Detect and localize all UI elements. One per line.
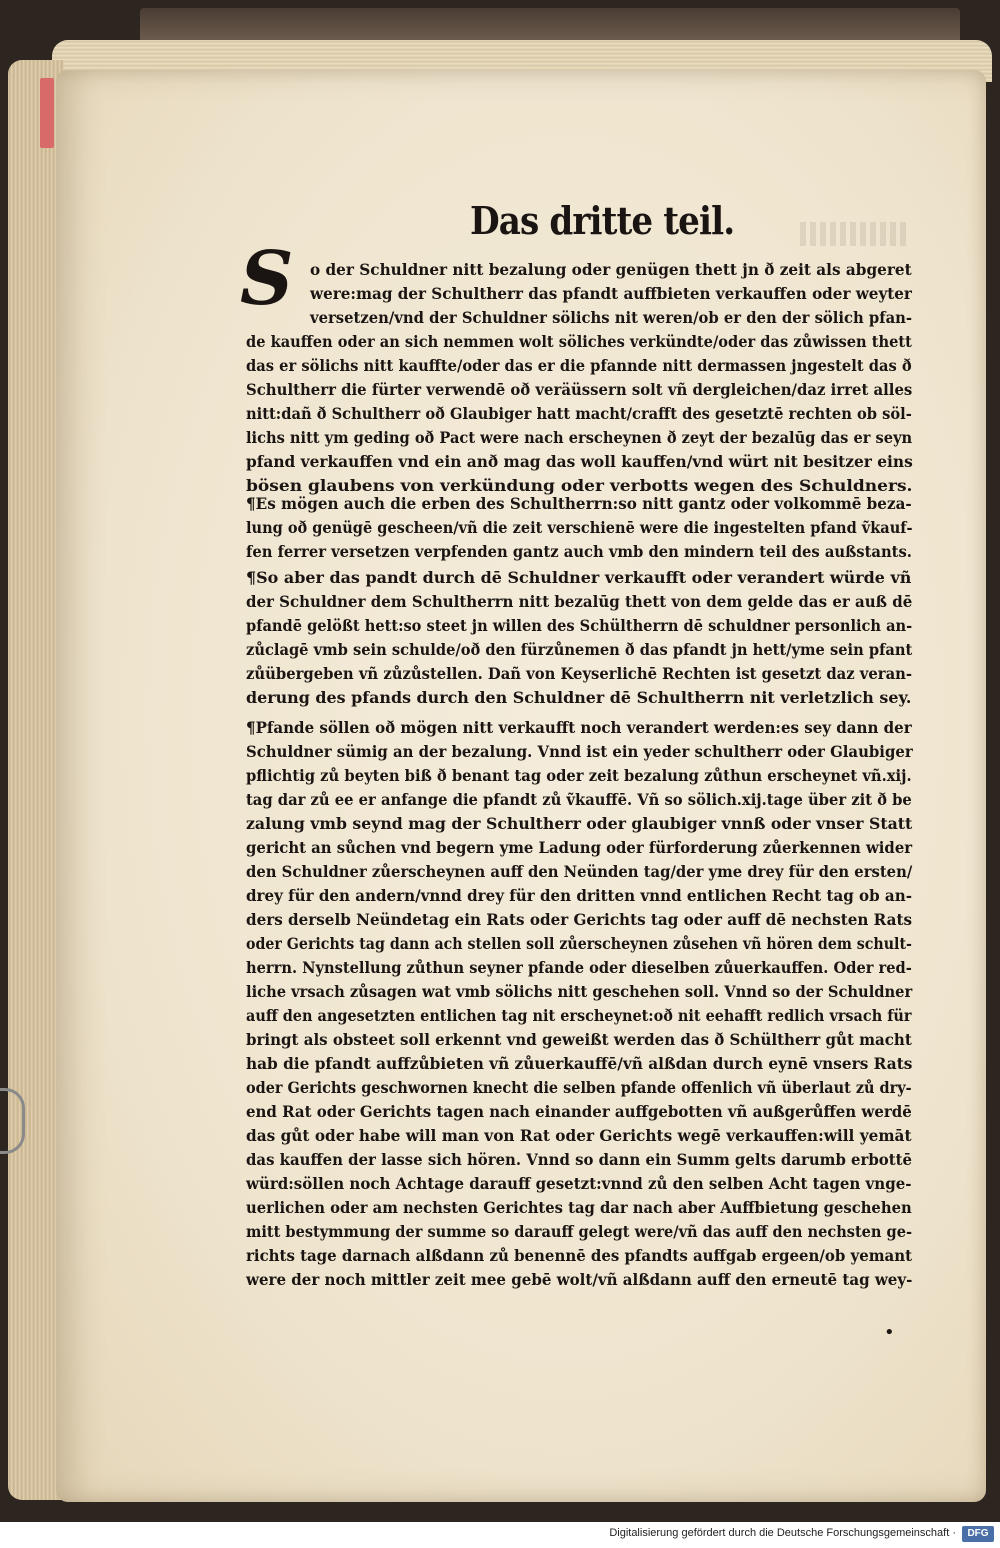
text-line: gericht an sůchen vnd begern yme Ladung oder fürforderung zůerkennen wider <box>246 838 913 857</box>
text-line: zalung vmb seynd mag der Schultherr oder glaubiger vnnß oder vnser Statt <box>246 814 913 833</box>
text-line: ¶So aber das pandt durch dē Schuldner verkaufft oder verandert würde vñ <box>246 568 912 587</box>
metal-clip <box>0 1088 25 1154</box>
text-line: auff den angesetzten entlichen tag nit erscheynet:oð nit eehafft redlich vrsach für <box>246 1006 912 1025</box>
text-line: bösen glaubens von verkündung oder verbotts wegen des Schuldners. <box>246 476 913 495</box>
text-line: lichs nitt ym geding oð Pact were nach erscheynen ð zeyt der bezalūg das er seyn <box>246 428 913 447</box>
text-line: oder Gerichts geschwornen knecht die selben pfande offenlich vñ überlaut zů dry‑ <box>246 1078 912 1097</box>
text-line: ders derselb Neündetag ein Rats oder Gerichts tag oder auff dē nechsten Rats <box>246 910 913 929</box>
text-line: mitt bestymmung der summe so darauff gelegt were/vñ das auff den nechsten ge‑ <box>246 1222 913 1241</box>
text-line: pflichtig zů beyten biß ð benant tag oder zeit bezalung zůthun erscheynet vñ.xij. <box>246 766 912 785</box>
text-line: were der noch mittler zeit mee gebē wolt/vñ alßdann auff den erneutē tag wey‑ <box>246 1270 913 1289</box>
text-line: oder Gerichts tag dann ach stellen soll zůerscheynen zůsehen vñ hören dem schult‑ <box>246 934 912 953</box>
end-mark: • <box>884 1322 895 1343</box>
text-line: versetzen/vnd der Schuldner sölichs nit weren/ob er den der sölich pfan‑ <box>310 308 913 327</box>
text-line: end Rat oder Gerichts tagen nach einander auffgebotten vñ außgerůffen werdē <box>246 1102 912 1121</box>
drop-cap-initial: S <box>240 236 294 322</box>
show-through-text <box>800 222 910 246</box>
text-line: bringt als obsteet soll erkennt vnd geweißt werden das ð Schültherr gůt macht <box>246 1030 912 1049</box>
funding-credit: Digitalisierung gefördert durch die Deutsche Forschungsgemeinschaft · <box>609 1527 956 1539</box>
text-line: zůübergeben vñ zůzůstellen. Dañ von Keyserlichē Rechten ist gesetzt daz veran‑ <box>246 664 913 683</box>
section-heading: Das dritte teil. <box>470 198 735 243</box>
text-line: lung oð genügē gescheen/vñ die zeit verschienē were die ingestelten pfand ṽkauf‑ <box>246 518 913 537</box>
text-line: den Schuldner zůerscheynen auff den Neünden tag/der yme drey für den ersten/ <box>246 862 913 881</box>
text-line: würd:söllen noch Achtage darauff gesetzt:vnnd zů den selben Acht tagen vnge‑ <box>246 1174 912 1193</box>
text-line: uerlichen oder am nechsten Gerichtes tag dar nach aber Auffbietung geschehen <box>246 1198 912 1217</box>
text-line: de kauffen oder an sich nemmen wolt söliches verkündte/oder das zůwissen thett <box>246 332 912 351</box>
text-line: das gůt oder habe will man von Rat oder Gerichts wegē verkauffen:will yemāt <box>246 1126 912 1145</box>
text-line: richts tage darnach alßdann zů benennē des pfandts auffgab ergeen/ob yemant <box>246 1246 913 1265</box>
text-line: Schuldner sümig an der bezalung. Vnnd ist ein yeder schultherr oder Glaubiger <box>246 742 913 761</box>
text-line: were:mag der Schultherr das pfandt auffbieten verkauffen oder weyter <box>310 284 912 303</box>
text-line: der Schuldner dem Schultherrn nitt bezalūg thett von dem gelde das er auß dē <box>246 592 913 611</box>
text-line: zůclagē vmb sein schulde/oð den fürzůnemen ð das pfandt jn hett/yme sein pfant <box>246 640 913 659</box>
text-line: tag dar zů ee er anfange die pfandt zů ṽkauffē. Vñ so sölich.xij.tage über zit ð be <box>246 790 912 809</box>
text-line: ¶Es mögen auch die erben des Schultherrn:so nitt gantz oder volkommē beza‑ <box>246 494 912 513</box>
text-line: drey für den andern/vnnd drey für den dritten vnnd entlichen Recht tag ob an‑ <box>246 886 912 905</box>
text-line: nitt:dañ ð Schultherr oð Glaubiger hatt macht/crafft des gesetztē rechten ob söl‑ <box>246 404 912 423</box>
dfg-logo: DFG <box>962 1526 994 1542</box>
text-line: hab die pfandt auffzůbieten vñ zůuerkauffē/vñ alßdan durch eynē vnsers Rats <box>246 1054 913 1073</box>
text-line: ¶Pfande söllen oð mögen nitt verkaufft noch verandert werden:es sey dann der <box>246 718 912 737</box>
text-line: derung des pfands durch den Schuldner dē Schultherrn nit verletzlich sey. <box>246 688 912 707</box>
text-line: pfand verkauffen vnd ein anð mag das woll kauffen/vnd würt nit besitzer eins <box>246 452 913 471</box>
bookmark-ribbon <box>40 78 54 148</box>
footer-bar <box>0 1522 1000 1548</box>
text-line: fen ferrer versetzen verpfenden gantz auch vmb den mindern teil des außstants. <box>246 542 912 561</box>
text-line: Schultherr die fürter verwendē oð veräüssern solt vñ dergleichen/daz irret alles <box>246 380 913 399</box>
text-line: das kauffen der lasse sich hören. Vnnd so dann ein Summ gelts darumb erbottē <box>246 1150 912 1169</box>
text-line: liche vrsach zůsagen wat vmb sölichs nitt geschehen soll. Vnnd so der Schuldner <box>246 982 913 1001</box>
text-line: o der Schuldner nitt bezalung oder genügen thett jn ð zeit als abgeret <box>310 260 912 279</box>
text-line: herrn. Nynstellung zůthun seyner pfande oder dieselben zůuerkauffen. Oder red‑ <box>246 958 912 977</box>
text-line: pfandē gelößt hett:so steet jn willen des Schültherrn dē schuldner personlich an‑ <box>246 616 913 635</box>
text-line: das er sölichs nitt kauffte/oder das er die pfannde nitt dermassen jngestelt das ð <box>246 356 912 375</box>
